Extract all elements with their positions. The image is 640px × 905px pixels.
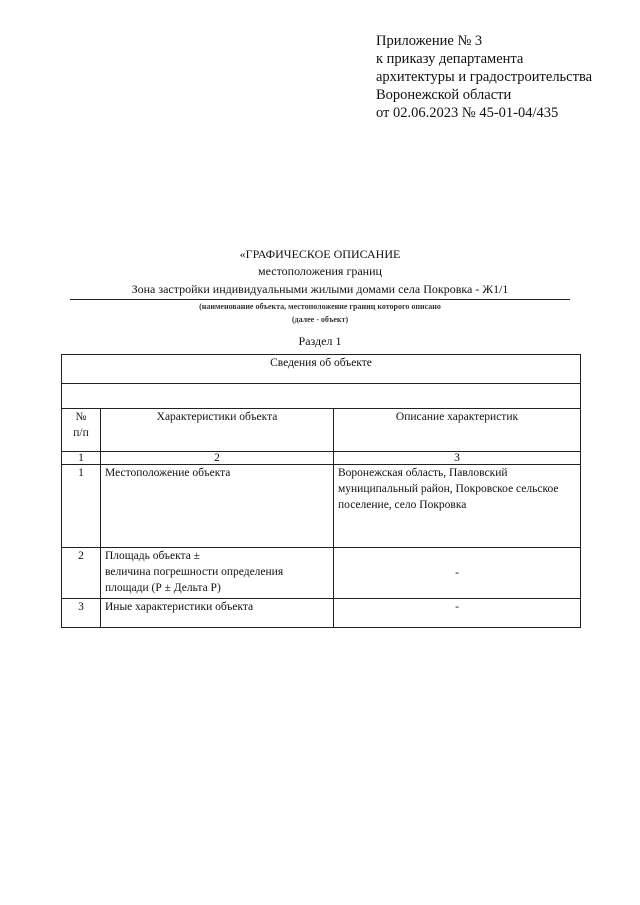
appendix-line: архитектуры и градостроительства xyxy=(376,69,593,85)
section-title: Раздел 1 xyxy=(298,334,342,348)
table-heading-row xyxy=(62,355,581,384)
row-characteristic: Местоположение объекта xyxy=(101,465,334,548)
object-info-table xyxy=(61,354,581,628)
table-blank-row xyxy=(62,384,581,409)
object-name-caption xyxy=(0,300,640,326)
title-line: местоположения границ xyxy=(258,264,382,278)
table-row xyxy=(62,599,581,628)
column-header-description: Описание характеристик xyxy=(334,409,581,452)
table-heading: Сведения об объекте xyxy=(62,355,581,384)
caption-line: (наименование объекта, местоположение границ которого описано xyxy=(199,302,441,311)
column-number: 1 xyxy=(62,452,101,465)
column-number: 2 xyxy=(101,452,334,465)
appendix-line: к приказу департамента xyxy=(376,51,524,67)
row-description: - xyxy=(334,599,581,628)
table-row xyxy=(62,465,581,548)
appendix-header xyxy=(376,32,592,122)
row-number: 2 xyxy=(62,548,101,599)
appendix-line: Воронежской области xyxy=(376,87,512,103)
row-number: 1 xyxy=(62,465,101,548)
title-line: «ГРАФИЧЕСКОЕ ОПИСАНИЕ xyxy=(239,247,401,261)
row-characteristic: Площадь объекта ± величина погрешности определения площади (Р ± Дельта Р) xyxy=(101,548,334,599)
column-header-characteristic: Характеристики объекта xyxy=(101,409,334,452)
row-description: - xyxy=(334,548,581,599)
table-column-number-row xyxy=(62,452,581,465)
row-number: 3 xyxy=(62,599,101,628)
column-header-number: № п/п xyxy=(62,409,101,452)
appendix-line: Приложение № 3 xyxy=(376,33,483,49)
column-number: 3 xyxy=(334,452,581,465)
table-row xyxy=(62,548,581,599)
object-name: Зона застройки индивидуальными жилыми домами села Покровка - Ж1/1 xyxy=(70,282,570,300)
table-column-header-row xyxy=(62,409,581,452)
row-description: Воронежская область, Павловский муниципальный район, Покровское сельское поселение, село Покровка xyxy=(334,465,581,548)
appendix-line: от 02.06.2023 № 45-01-04/435 xyxy=(376,105,559,121)
document-title xyxy=(0,246,640,280)
table-blank-cell xyxy=(62,384,581,409)
row-characteristic: Иные характеристики объекта xyxy=(101,599,334,628)
caption-line: (далее - объект) xyxy=(291,315,349,324)
